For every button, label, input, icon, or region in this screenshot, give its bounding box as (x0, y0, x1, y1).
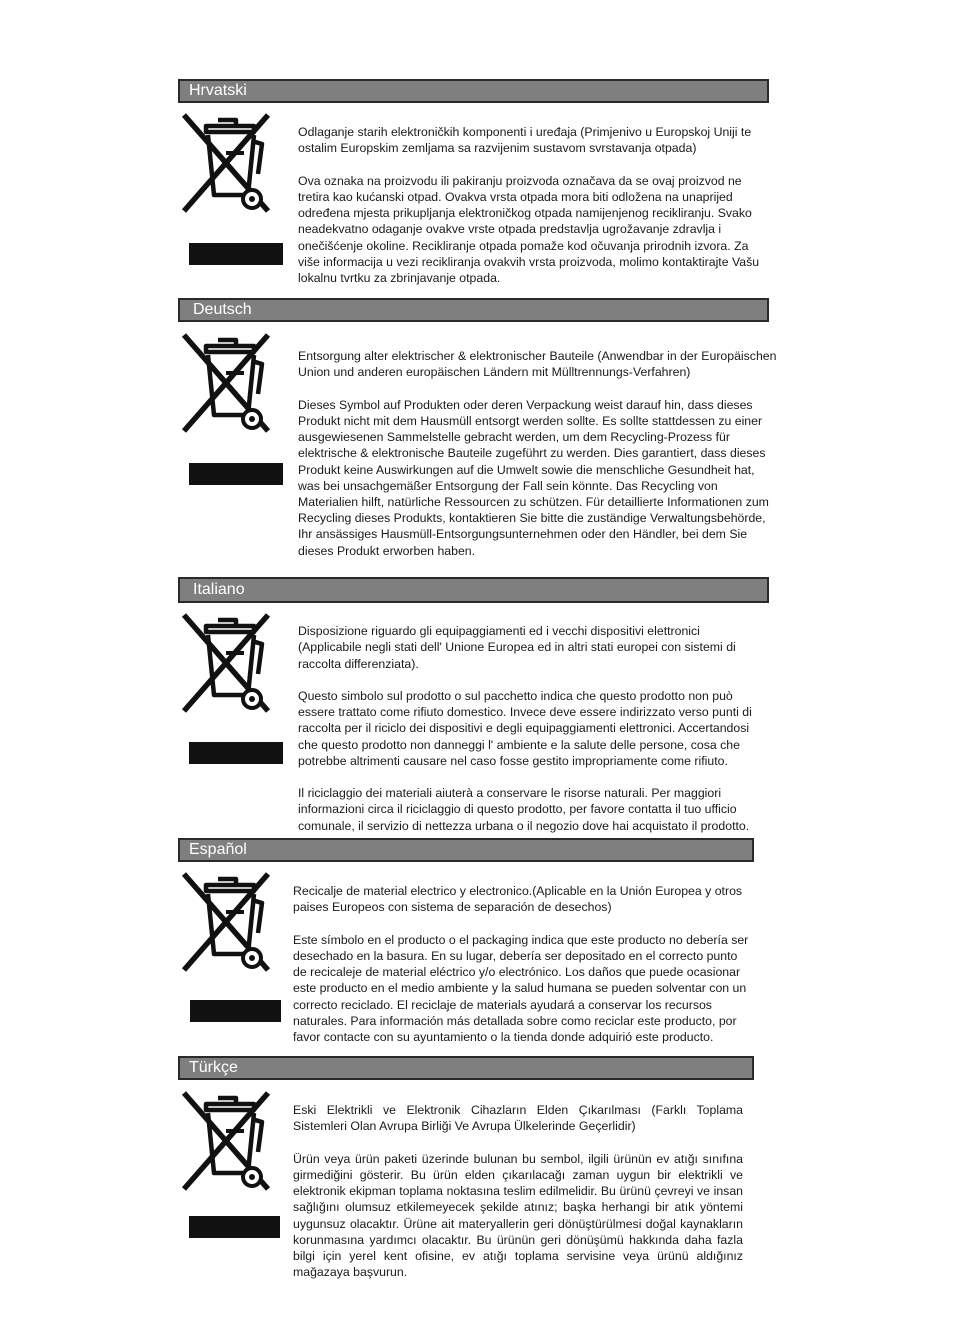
section-header: Italiano (178, 577, 769, 603)
section-heading: Recicalje de material electrico y electronico.(Aplicable en la Unión Europea y otros paises Europeos con sistema de separación de desechos) (293, 884, 743, 915)
section-heading: Eski Elektrikli ve Elektronik Cihazların Elden Çıkarılması (Farklı Toplama Sistemleri Olan Avrupa Birliği Ve Avrupa Ülkelerinde Geçerlidir) (293, 1103, 743, 1134)
section-deutsch (178, 298, 778, 568)
weee-bin-icon (180, 870, 276, 982)
black-bar (189, 243, 283, 265)
weee-bin-icon (180, 331, 276, 443)
section-hrvatski (178, 79, 770, 286)
section-body: Este símbolo en el producto o el packaging indica que este producto no debería ser desechado en la basura. En su lugar, debería ser depositado en el correcto punto de recicaleje de material eléctrico y/o electrónico. Los daños que puede ocasionar este producto en el medio ambiente y la salud humana se pueden solventar con un correcto reciclado. El reciclaje de materials ayudará a conservar los recursos naturales. Para información más detallada sobre como reciclar este producto, por favor contacte con su ayuntamiento o la tienda donde adquirió este producto. (293, 932, 749, 1045)
section-body: Questo simbolo sul prodotto o sul pacchetto indica che questo prodotto non può essere trattato come rifiuto domestico. Invece deve essere indirizzato verso punti di raccolta per il riciclo dei dispositivi e degli equipaggiamenti elettronici. Accertandosi che questo prodotto non danneggi l' ambiente e la salute delle persone, cosa che potrebbe altrimenti causare nel caso fosse gestito impropriamente come rifiuto. (298, 689, 752, 768)
section-text (298, 607, 766, 850)
section-text (298, 108, 764, 302)
section-header: Türkçe (178, 1056, 754, 1080)
section-body-2: Il riciclaggio dei materiali aiuterà a conservare le risorse naturali. Per maggiori informazioni circa il riciclaggio di questo prodotto, per favore contatta il tuo ufficio comunale, il servizio di nettezza urbana o il negozio dove hai acquistato il prodotto. (298, 786, 750, 833)
section-text (293, 1086, 743, 1297)
section-text (293, 867, 753, 1061)
section-text (298, 332, 778, 575)
weee-bin-icon (180, 111, 276, 223)
black-bar (190, 1000, 281, 1022)
section-heading: Entsorgung alter elektrischer & elektronischer Bauteile (Anwendbar in der Europäischen Union und anderen europäischen Ländern mit Mülltrennungs-Verfahren) (298, 349, 777, 380)
weee-bin-icon (180, 1089, 276, 1201)
section-body: Ürün veya ürün paketi üzerinde bulunan bu sembol, ilgili ürünün ev atığı sınıfına girmediğini gösterir. Bu ürün elden çıkarılacağı zaman uygun bir elektrikli ve elektronik ekipman toplama noktasına teslim edilmelidir. Bu ürünü çevreyi ve insan sağlığını olumsuz etkilemeyecek şekilde atınız; başka herhangi bir atık yöntemi uygunsuz olacaktır. Ürüne ait materyallerin geri dönüştürülmesi doğal kaynakların korunmasına yardımcı olacaktır. Bu ürünün geri dönüşümü hakkında daha fazla bilgi için yerel kent ofisine, ev atığı toplama servisine veya ürünü aldığınız mağazaya başvurun. (293, 1151, 743, 1280)
black-bar (189, 463, 283, 485)
section-italiano (178, 577, 770, 833)
black-bar (189, 1216, 280, 1238)
section-turkce (178, 1056, 758, 1280)
section-body: Dieses Symbol auf Produkten oder deren Verpackung weist darauf hin, dass dieses Produkt nicht mit dem Hausmüll entsorgt werden sollte. Es sollte stattdessen zu einer ausgewiesenen Sammelstelle gebracht werden, um dem Recycling-Prozess für elektrische & elektronische Bauteile zugeführt zu werden. Dies garantiert, dass dieses Produkt keine Auswirkungen auf die Umwelt sowie die menschliche Gesundheit hat, was bei unsachgemäßer Entsorgung der Fall sein könnte. Das Recycling von Materialien hilft, natürliche Ressourcen zu schützen. Für detaillierte Informationen zum Recycling dieses Produkts, kontaktieren Sie bitte die zuständige Verwaltungsbehörde, Ihr ansässiges Hausmüll-Entsorgungsunternehmen oder den Händler, bei dem Sie dieses Produkt erworben haben. (298, 397, 769, 558)
weee-bin-icon (180, 611, 276, 723)
black-bar (189, 742, 283, 764)
section-heading: Disposizione riguardo gli equipaggiamenti ed i vecchi dispositivi elettronici (Applicabile negli stati dell' Unione Europea ed in altri stati europei con sistemi di raccolta differenziata). (298, 624, 736, 671)
section-header: Deutsch (178, 298, 769, 322)
section-heading: Odlaganje starih elektroničkih komponenti i uređaja (Primjenivo u Europskoj Uniji te ostalim Europskim zemljama sa razvijenim sustavom svrstavanja otpada) (298, 125, 752, 156)
section-header: Español (178, 838, 754, 862)
section-header: Hrvatski (178, 79, 769, 103)
section-body: Ova oznaka na proizvodu ili pakiranju proizvoda označava da se ovaj proizvod ne tretira kao kućanski otpad. Ovakva vrsta otpada mora biti odložena na unaprijed određena mjesta prikupljanja elektroničkog otpada namijenjenog recikliranju. Svako neadekvatno odaganje ovakve vrste otpada predstavlja ugrožavanje zdravlja i onečišćenje okoline. Recikliranje otpada pomaže kod očuvanja prirodnih izvora. Za više informacija u vezi recikliranja ovakvih vrsta proizvoda, molimo kontaktirajte Vašu lokalnu tvrtku za zbrinjavanje otpada. (298, 173, 760, 286)
section-espanol (178, 838, 758, 1045)
